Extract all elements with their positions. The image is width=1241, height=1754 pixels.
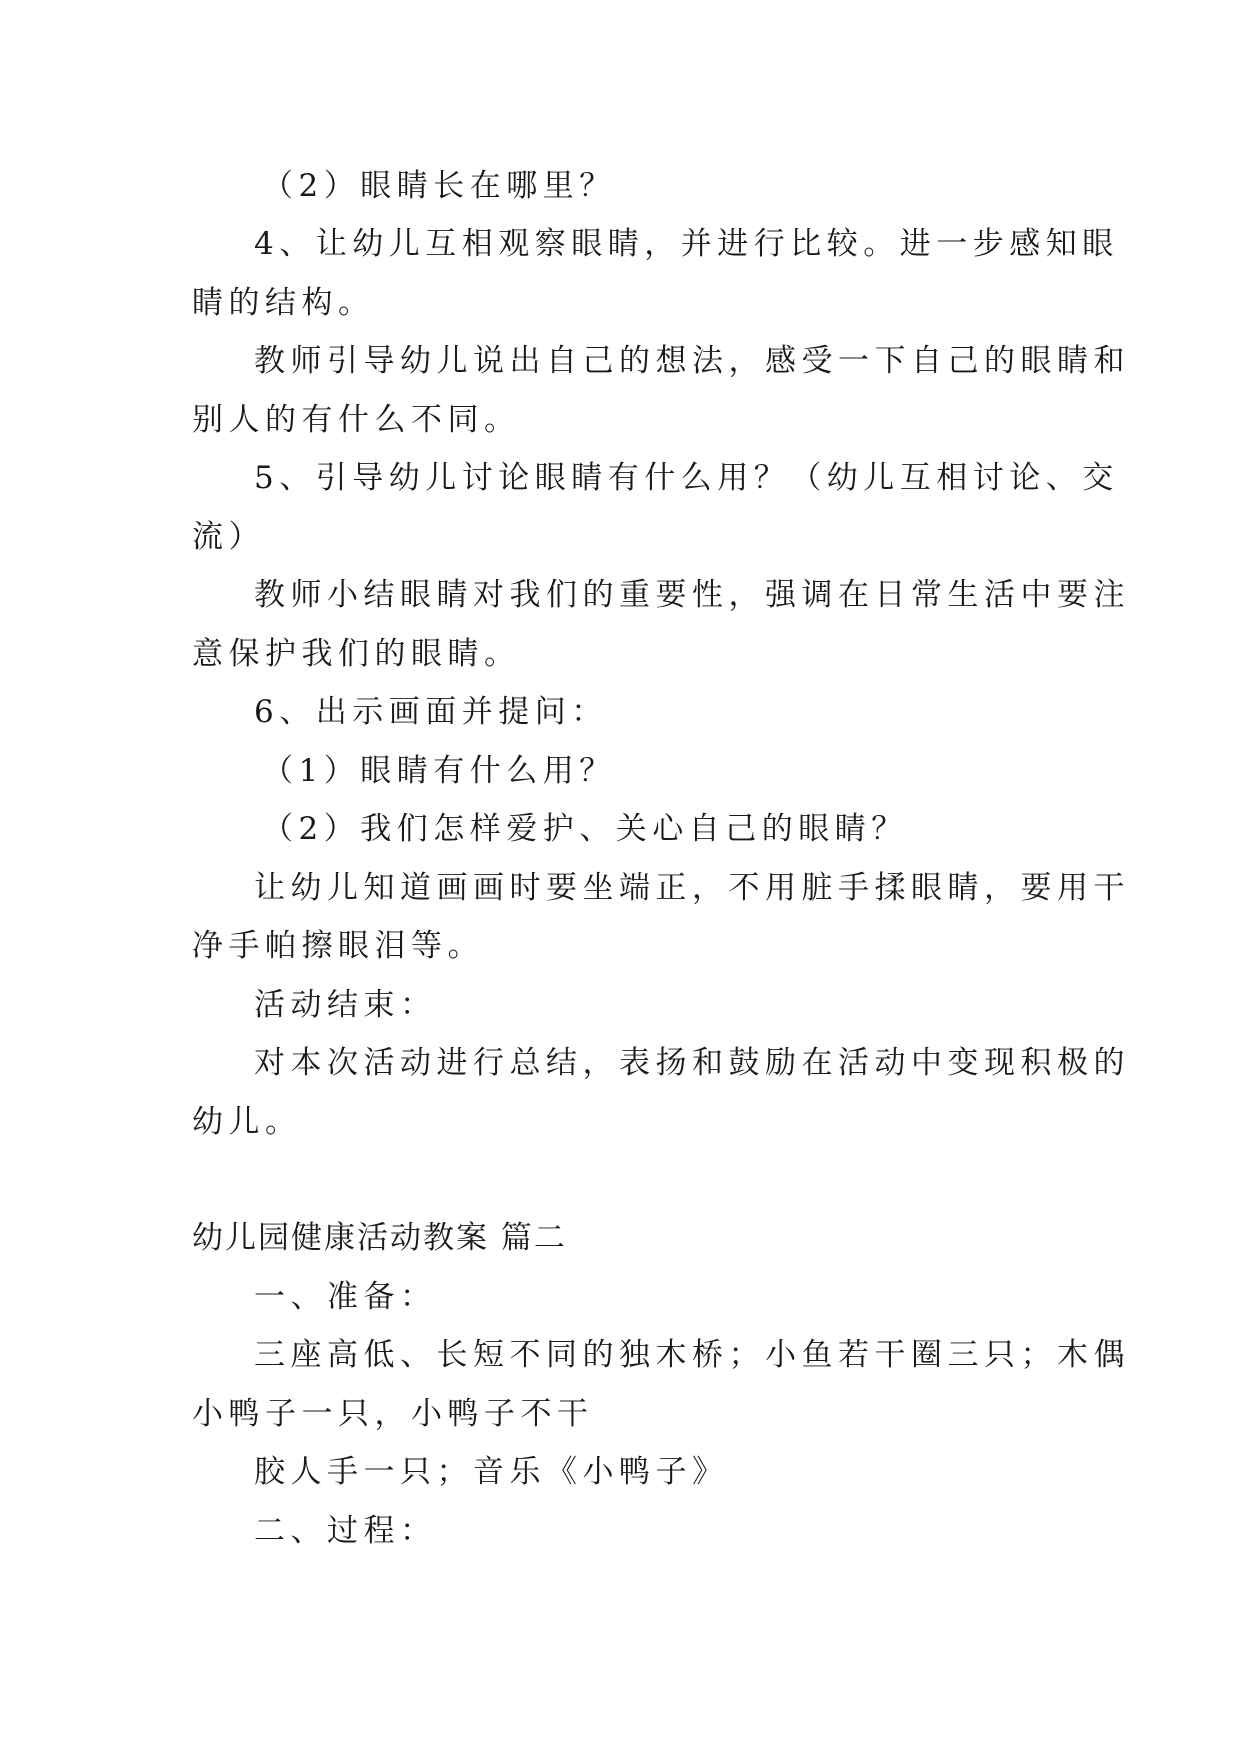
activity-end-heading: 活动结束：: [254, 987, 437, 1023]
step-6-show-picture: 6、出示画面并提问：: [254, 694, 608, 730]
question-1-eye-use: （1）眼睛有什么用？: [262, 753, 616, 789]
question-2-where-eyes: （2）眼睛长在哪里？: [262, 168, 616, 204]
question-2-protect-eyes: （2）我们怎样爱护、关心自己的眼睛？: [262, 811, 908, 847]
teacher-guide-paragraph: 教师引导幼儿说出自己的想法，感受一下自己的眼睛和: [254, 343, 1130, 379]
step-4-observe-eyes: 4、让幼儿互相观察眼睛，并进行比较。进一步感知眼: [254, 226, 1119, 262]
teacher-guide-continuation: 别人的有什么不同。: [192, 402, 521, 438]
process-heading: 二、过程：: [254, 1513, 437, 1549]
protect-eyes-paragraph: 让幼儿知道画画时要坐端正，不用脏手揉眼睛，要用干: [254, 870, 1130, 906]
preparation-materials-line3: 胶人手一只；音乐《小鸭子》: [254, 1454, 729, 1490]
preparation-materials-continuation: 小鸭子一只，小鸭子不干: [192, 1396, 594, 1432]
step-5-discuss: 5、引导幼儿讨论眼睛有什么用？（幼儿互相讨论、交: [254, 460, 1119, 496]
step-4-continuation: 睛的结构。: [192, 285, 375, 321]
step-5-continuation: 流）: [192, 519, 265, 555]
teacher-summary-continuation: 意保护我们的眼睛。: [192, 636, 521, 672]
protect-eyes-continuation: 净手帕擦眼泪等。: [192, 928, 484, 964]
activity-summary-continuation: 幼儿。: [192, 1104, 302, 1140]
teacher-summary-paragraph: 教师小结眼睛对我们的重要性，强调在日常生活中要注: [254, 577, 1130, 613]
preparation-heading: 一、准备：: [254, 1279, 437, 1315]
activity-summary-paragraph: 对本次活动进行总结，表扬和鼓励在活动中变现积极的: [254, 1045, 1130, 1081]
preparation-materials: 三座高低、长短不同的独木桥；小鱼若干圈三只；木偶: [254, 1337, 1130, 1373]
section-title-part-two: 幼儿园健康活动教案 篇二: [192, 1220, 567, 1256]
